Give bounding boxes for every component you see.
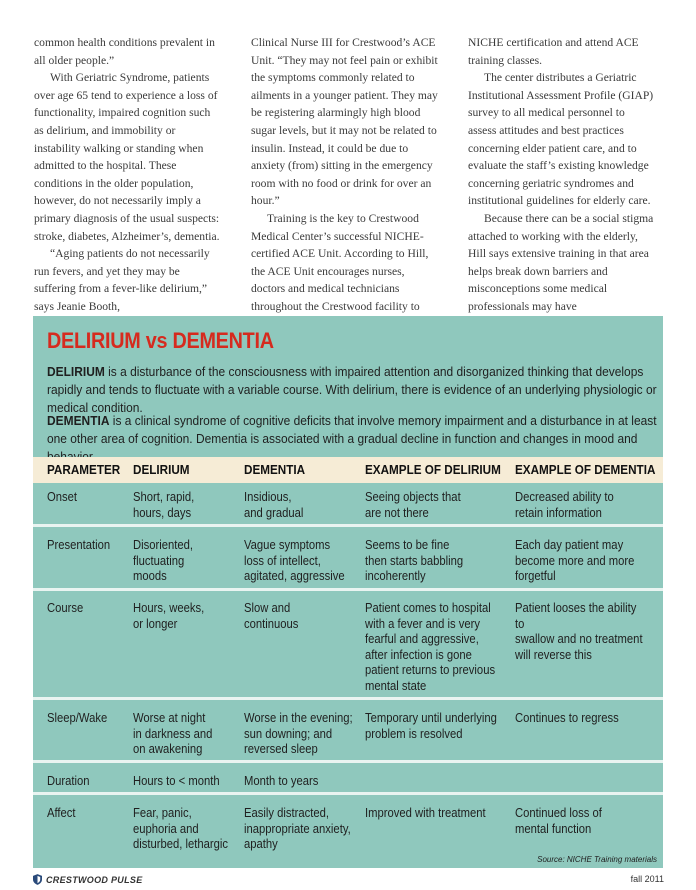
cell-parameter: Sleep/Wake — [47, 711, 108, 725]
cell-dementia: Month to years — [244, 774, 319, 788]
paragraph: Clinical Nurse III for Crestwood’s ACE Unit. “They may not feel pain or exhibit the symptoms commonly related to ailments in a younger patient. They may be registering alarmingly high blood sugar levels, but it may not be related to insulin. Instead, it could be due to anxiety (from) sitting in the emergency room with no food or drink for over an hour.” — [251, 36, 438, 208]
cell-delirium: Worse at night in darkness and on awakening — [133, 711, 213, 756]
cell-example-dementia: Continued loss of mental function — [515, 806, 602, 836]
table-header — [33, 457, 663, 483]
table-row — [33, 531, 663, 586]
publication-logo — [33, 874, 143, 885]
dementia-term: DEMENTIA — [47, 413, 110, 428]
table-row — [33, 483, 663, 524]
row-divider — [33, 697, 663, 700]
header-dementia: DEMENTIA — [244, 462, 306, 477]
article-column-2 — [251, 34, 439, 333]
header-example-dementia: EXAMPLE OF DEMENTIA — [515, 462, 656, 477]
cell-example-delirium: Improved with treatment — [365, 806, 486, 820]
paragraph: With Geriatric Syndrome, patients over age 65 tend to experience a loss of functionality, impaired cognition such as delirium, and immobility or instability walking or standing when admitted to the hospital. These conditions in the older population, however, do not necessarily imply a primary diagnosis of the usual suspects: stroke, diabetes, Alzheimer’s, dementia. — [34, 71, 220, 243]
header-delirium: DELIRIUM — [133, 462, 190, 477]
cell-example-dementia: Patient looses the ability to swallow and no treatment will reverse this — [515, 601, 643, 662]
cell-parameter: Onset — [47, 490, 78, 504]
paragraph: NICHE certification and attend ACE training classes. — [468, 36, 639, 67]
paragraph: The center distributes a Geriatric Institutional Assessment Profile (GIAP) survey to all medical personnel to assess attitudes and best practices concerning elder patient care, and to evaluate the staff’s existing knowledge concerning geriatric syndromes and institutional guidelines for elderly care. — [468, 71, 654, 208]
cell-dementia: Slow and continuous — [244, 601, 299, 631]
publication-name: CRESTWOOD PULSE — [46, 875, 143, 885]
paragraph: common health conditions prevalent in all older people.” — [34, 36, 215, 67]
paragraph: Because there can be a social stigma attached to working with the elderly, Hill says extensive training in that area helps break down barriers and misconceptions some medical professionals may have — [468, 211, 654, 313]
shield-icon — [33, 874, 42, 885]
cell-example-dementia: Continues to regress — [515, 711, 619, 725]
table-row — [33, 767, 663, 791]
delirium-term: DELIRIUM — [47, 364, 105, 379]
paragraph: Training is the key to Crestwood Medical Center’s successful NICHE-certified ACE Unit. According to Hill, the ACE Unit encourages nurses, doctors and medical technicians throughout the Crestwood facility to — [251, 211, 429, 313]
cell-example-delirium: Seeing objects that are not there — [365, 490, 461, 520]
header-parameter: PARAMETER — [47, 462, 121, 477]
row-divider — [33, 792, 663, 795]
row-divider — [33, 588, 663, 591]
cell-example-delirium: Seems to be fine then starts babbling incoherently — [365, 538, 464, 583]
cell-dementia: Worse in the evening; sun downing; and reversed sleep — [244, 711, 353, 756]
article-column-3 — [468, 34, 656, 316]
delirium-definition-text: is a disturbance of the consciousness with impaired attention and disorganized thinking that develops rapidly and tends to fluctuate with a variable course. With delirium, there is evidence of an underlying physiologic or medical condition. — [47, 364, 657, 415]
table-row — [33, 799, 663, 859]
row-divider — [33, 760, 663, 763]
cell-parameter: Presentation — [47, 538, 111, 552]
table-row — [33, 594, 663, 698]
article-column-1 — [34, 34, 222, 316]
cell-example-dementia: Decreased ability to retain information — [515, 490, 614, 520]
delirium-definition — [47, 363, 659, 417]
dementia-definition-text: is a clinical syndrome of cognitive deficits that involve memory impairment and a disturbance in at least one other area of cognition. Dementia is associated with a gradual decline in function and changes in mood and — [47, 413, 657, 446]
cell-dementia: Easily distracted, inappropriate anxiety, apathy — [244, 806, 351, 851]
article-columns — [34, 34, 664, 313]
cell-parameter: Duration — [47, 774, 90, 788]
header-example-delirium: EXAMPLE OF DELIRIUM — [365, 462, 501, 477]
cell-example-delirium: Temporary until underlying problem is resolved — [365, 711, 497, 741]
paragraph: “Aging patients do not necessarily run fevers, and yet they may be suffering from a fever-like delirium,” says Jeanie Booth, — [34, 247, 210, 313]
cell-delirium: Short, rapid, hours, days — [133, 490, 195, 520]
cell-dementia: Insidious, and gradual — [244, 490, 304, 520]
table-row — [33, 704, 663, 758]
cell-delirium: Disoriented, fluctuating moods — [133, 538, 194, 583]
cell-parameter: Affect — [47, 806, 76, 820]
cell-example-dementia: Each day patient may become more and more forgetful — [515, 538, 635, 583]
issue-date: fall 2011 — [630, 874, 664, 884]
cell-parameter: Course — [47, 601, 84, 615]
cell-delirium: Hours to < month — [133, 774, 220, 788]
cell-delirium: Fear, panic, euphoria and disturbed, lethargic — [133, 806, 229, 851]
cell-delirium: Hours, weeks, or longer — [133, 601, 205, 631]
row-divider — [33, 524, 663, 527]
delirium-vs-dementia-sidebar — [33, 316, 663, 868]
cell-example-delirium: Patient comes to hospital with a fever and is very fearful and aggressive, after infection is gone patient returns to previous mental state — [365, 601, 496, 693]
sidebar-title: DELIRIUM vs DEMENTIA — [47, 328, 274, 353]
cell-dementia: Vague symptoms loss of intellect, agitated, aggressive — [244, 538, 345, 583]
source-note: Source: NICHE Training materials — [537, 855, 657, 864]
